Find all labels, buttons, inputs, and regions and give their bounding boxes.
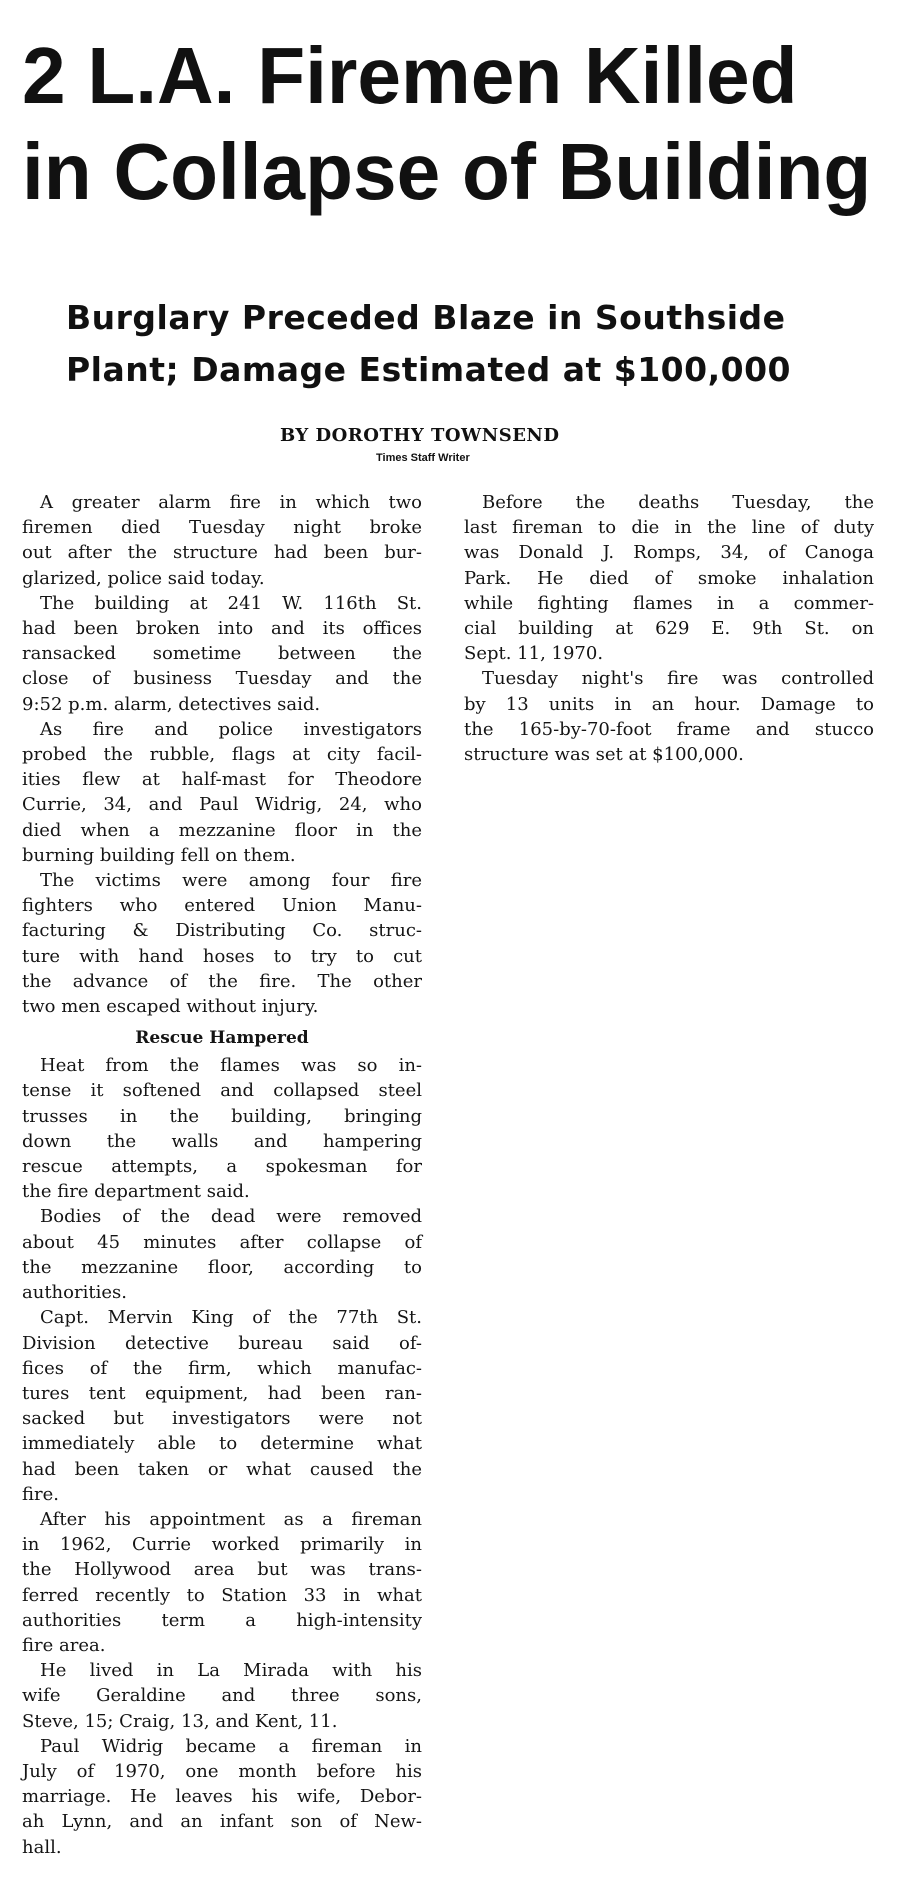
text-line: tense it softened and collapsed steel [22, 1080, 422, 1102]
text-line: the 165-by-70-foot frame and stucco [464, 718, 874, 740]
text-line: sacked but investigators were not [22, 1408, 422, 1430]
text-line: As fire and police investigators [40, 718, 422, 740]
text-line: was Donald J. Romps, 34, of Canoga [464, 542, 874, 564]
text-line: down the walls and hampering [22, 1130, 422, 1152]
text-line: Park. He died of smoke inhalation [464, 567, 874, 589]
text-line: Bodies of the dead were removed [40, 1206, 422, 1228]
text-line: wife Geraldine and three sons, [22, 1685, 422, 1707]
paragraph [464, 490, 874, 666]
text-line: cial building at 629 E. 9th St. on [464, 618, 874, 640]
text-line: Steve, 15; Craig, 13, and Kent, 11. [22, 1710, 338, 1732]
paragraph [22, 868, 422, 1019]
paragraph [22, 717, 422, 868]
paragraph [22, 1658, 422, 1734]
paragraph [22, 1305, 422, 1507]
paragraph [22, 591, 422, 717]
headline [22, 28, 884, 220]
headline-line-2: in Collapse of Building [22, 127, 872, 216]
paragraph [464, 666, 874, 767]
text-line: died when a mezzanine floor in the [22, 819, 422, 841]
text-line: Paul Widrig became a fireman in [40, 1735, 422, 1757]
text-line: rescue attempts, a spokesman for [22, 1156, 422, 1178]
text-line: ransacked sometime between the [22, 643, 422, 665]
text-line: marriage. He leaves his wife, Debor- [22, 1786, 422, 1808]
text-line: July of 1970, one month before his [22, 1760, 422, 1782]
text-line: 9:52 p.m. alarm, detectives said. [22, 693, 321, 715]
text-line: tures tent equipment, had been ran- [22, 1382, 422, 1404]
text-line: fighters who entered Union Manu- [22, 895, 422, 917]
text-line: Currie, 34, and Paul Widrig, 24, who [22, 794, 422, 816]
text-line: fire area. [22, 1634, 106, 1656]
subheadline [66, 292, 886, 396]
text-line: probed the rubble, flags at city facil- [22, 744, 422, 766]
text-line: Division detective bureau said of- [22, 1332, 422, 1354]
text-line: ture with hand hoses to try to cut [22, 945, 422, 967]
text-line: glarized, police said today. [22, 567, 265, 589]
text-line: burning building fell on them. [22, 844, 296, 866]
text-line: Tuesday night's fire was controlled [482, 668, 874, 690]
text-line: last fireman to die in the line of duty [464, 517, 874, 539]
text-line: The victims were among four fire [40, 870, 422, 892]
staff-writer-credit: Times Staff Writer [376, 452, 470, 464]
text-line: in 1962, Currie worked primarily in [22, 1534, 422, 1556]
text-line: out after the structure had been bur- [22, 542, 422, 564]
headline-line-1: 2 L.A. Firemen Killed [22, 31, 798, 120]
text-line: the advance of the fire. The other [22, 970, 422, 992]
text-line: facturing & Distributing Co. struc- [22, 920, 422, 942]
text-line: A greater alarm fire in which two [40, 492, 422, 513]
text-line: ah Lynn, and an infant son of New- [22, 1811, 422, 1833]
text-line: Heat from the flames was so in- [40, 1055, 422, 1077]
text-line: close of business Tuesday and the [22, 668, 422, 690]
text-line: hall. [22, 1836, 62, 1858]
text-line: the fire department said. [22, 1181, 250, 1203]
text-line: Capt. Mervin King of the 77th St. [40, 1307, 422, 1329]
text-line: The building at 241 W. 116th St. [40, 592, 422, 614]
text-line: ities flew at half-mast for Theodore [22, 769, 422, 791]
text-line: authorities term a high-intensity [22, 1609, 422, 1631]
subheadline-line-2: Plant; Damage Estimated at $100,000 [66, 350, 792, 389]
text-line: about 45 minutes after collapse of [22, 1231, 422, 1253]
text-line: Before the deaths Tuesday, the [482, 492, 874, 513]
paragraph [22, 1053, 422, 1204]
text-line: by 13 units in an hour. Damage to [464, 693, 874, 715]
text-line: firemen died Tuesday night broke [22, 517, 422, 539]
text-line: ferred recently to Station 33 in what [22, 1584, 422, 1606]
right-column [464, 490, 874, 767]
text-line: structure was set at $100,000. [464, 744, 744, 766]
text-line: had been taken or what caused the [22, 1458, 422, 1480]
text-line: Sept. 11, 1970. [464, 643, 604, 665]
byline: BY DOROTHY TOWNSEND [280, 425, 560, 446]
subheadline-line-1: Burglary Preceded Blaze in Southside [66, 298, 786, 337]
text-line: fices of the firm, which manufac- [22, 1357, 422, 1379]
paragraph [22, 1507, 422, 1658]
paragraph [22, 490, 422, 591]
text-line: while fighting flames in a commer- [464, 592, 874, 614]
crosshead: Rescue Hampered [135, 1028, 309, 1049]
text-line: the Hollywood area but was trans- [22, 1559, 422, 1581]
text-line: authorities. [22, 1282, 127, 1304]
text-line: had been broken into and its offices [22, 618, 422, 640]
text-line: trusses in the building, bringing [22, 1105, 422, 1127]
paragraph [22, 1734, 422, 1860]
text-line: the mezzanine floor, according to [22, 1256, 422, 1278]
left-column [22, 490, 422, 1860]
paragraph [22, 1204, 422, 1305]
text-line: two men escaped without injury. [22, 996, 319, 1018]
text-line: fire. [22, 1483, 59, 1505]
text-line: He lived in La Mirada with his [40, 1660, 422, 1682]
text-line: After his appointment as a fireman [40, 1508, 422, 1530]
text-line: immediately able to determine what [22, 1433, 422, 1455]
